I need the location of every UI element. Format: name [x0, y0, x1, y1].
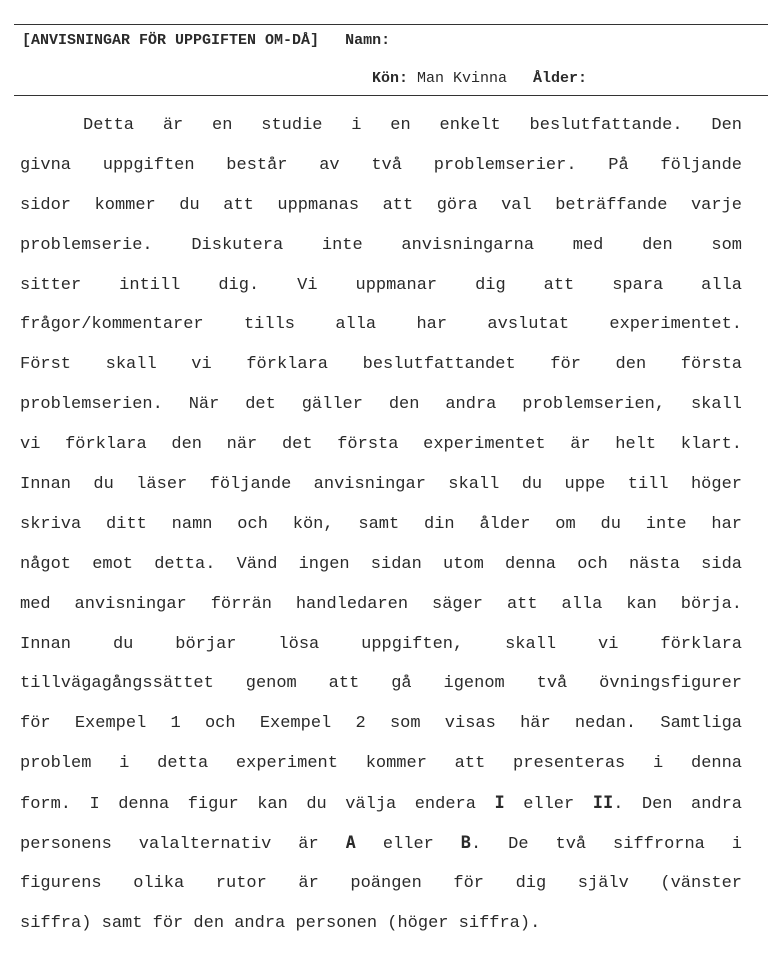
text-line-alternatives — [20, 824, 742, 864]
text-line: problemserien. När det gäller den andra problemserien, skall — [20, 395, 742, 415]
text-line: för Exempel 1 och Exempel 2 som visas här nedan. Samtliga — [20, 714, 742, 734]
header-line-1 — [22, 32, 390, 49]
text-fragment: personens valalternativ är — [20, 835, 319, 855]
header-rule — [14, 95, 768, 96]
text-line: figurens olika rutor är poängen för dig själv (vänster — [20, 873, 742, 893]
top-rule — [14, 24, 768, 25]
text-line-options — [20, 784, 742, 824]
text-line: vi förklara den när det första experimentet är helt klart. — [20, 435, 742, 455]
option-b: B — [460, 833, 472, 854]
age-label: Ålder: — [533, 70, 588, 87]
text-line: problemserie. Diskutera inte anvisningarna med den som — [20, 235, 742, 255]
text-line: med anvisningar förrän handledaren säger att alla kan börja. — [20, 594, 742, 614]
text-line: Innan du börjar lösa uppgiften, skall vi förklara — [20, 634, 742, 654]
gender-options: Man Kvinna — [417, 70, 508, 87]
instructions-text — [20, 106, 742, 944]
text-line: frågor/kommentarer tills alla har avslutat experimentet. — [20, 315, 742, 335]
text-line: något emot detta. Vänd ingen sidan utom denna och nästa sida — [20, 554, 742, 574]
text-fragment: . Den andra — [613, 795, 742, 815]
text-line: Först skall vi förklara beslutfattandet för den första — [20, 355, 742, 375]
text-line: tillvägagångssättet genom att gå igenom två övningsfigurer — [20, 674, 742, 694]
text-fragment: eller — [523, 795, 575, 815]
text-line: givna uppgiften består av två problemserier. På följande — [20, 155, 742, 175]
task-title: [ANVISNINGAR FÖR UPPGIFTEN OM-DÅ] — [22, 32, 320, 49]
text-line: Detta är en studie i en enkelt beslutfattande. Den — [83, 116, 742, 135]
text-fragment: eller — [382, 835, 434, 855]
text-fragment: . De två siffrorna i — [471, 835, 742, 855]
name-label: Namn: — [345, 32, 391, 49]
text-line: sitter intill dig. Vi uppmanar dig att spara alla — [20, 275, 742, 295]
text-fragment: form. I denna figur kan du välja endera — [20, 795, 476, 815]
text-line: sidor kommer du att uppmanas att göra val beträffande varje — [20, 195, 742, 215]
gender-label: Kön: — [372, 70, 409, 87]
option-a: A — [345, 833, 356, 854]
text-line: siffra) samt för den andra personen (höger siffra). — [20, 913, 541, 933]
text-line: problem i detta experiment kommer att presenteras i denna — [20, 754, 742, 774]
option-one: I — [494, 793, 505, 814]
text-line: skriva ditt namn och kön, samt din ålder om du inte har — [20, 514, 742, 534]
option-two: II — [592, 793, 614, 814]
text-line: Innan du läser följande anvisningar skall du uppe till höger — [20, 475, 742, 495]
header-line-2 — [372, 70, 587, 87]
